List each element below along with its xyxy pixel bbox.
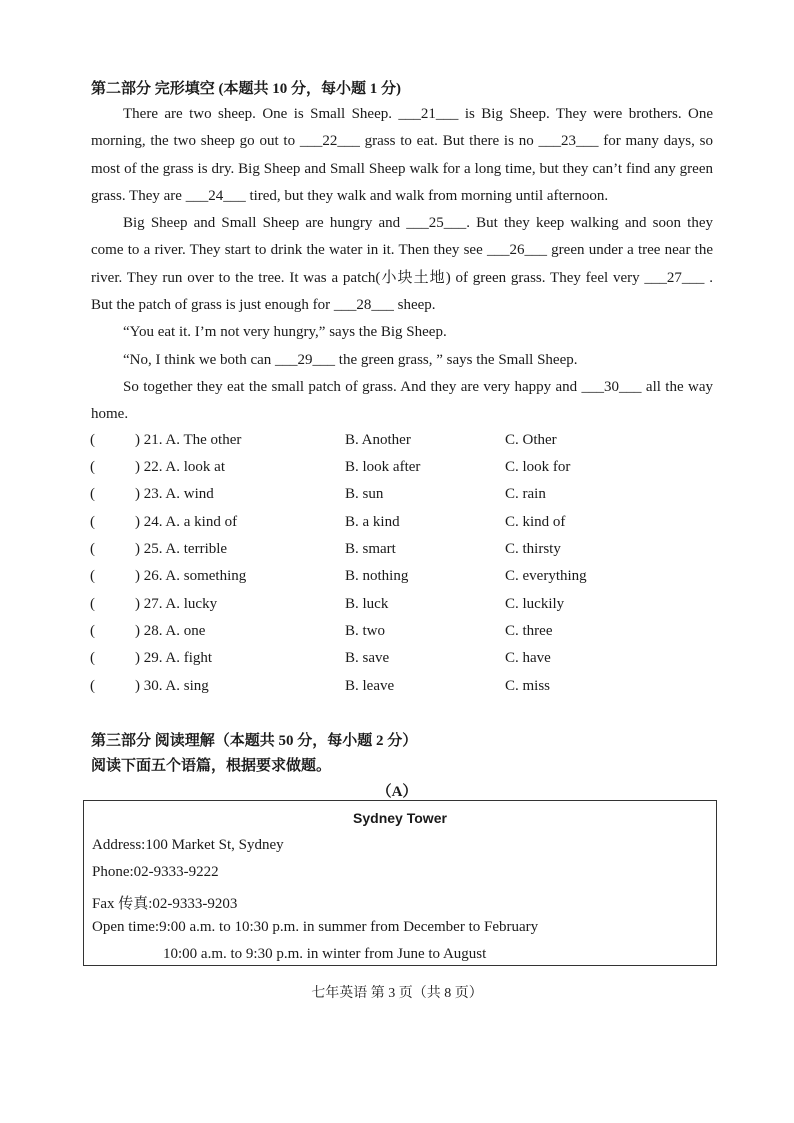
option-a: ) 27. A. lucky <box>135 596 218 612</box>
option-c: C. thirsty <box>505 541 561 557</box>
answer-blank[interactable]: ( <box>90 514 95 530</box>
option-row-28 <box>90 623 710 643</box>
option-c: C. look for <box>505 459 571 475</box>
option-b: B. leave <box>345 678 395 694</box>
option-row-21 <box>90 432 710 452</box>
option-b: B. luck <box>345 596 389 612</box>
page-footer: 七年英语 第 3 页（共 8 页） <box>311 986 483 1001</box>
passage-paragraph-3: “You eat it. I’m not very hungry,” says the Big Sheep. <box>123 324 447 341</box>
passage-paragraph-2: Big Sheep and Small Sheep are hungry and ___25___. But they keep walking and soon they come to a river. They start to drink the water in it. Then they see ___26___ green under a tree near the river. They run over to the tree. It was a patch(小块土地) of green grass. They feel very ___27___ . But the patch of grass is just enough for ___28___ sheep. <box>91 215 713 314</box>
option-a: ) 22. A. look at <box>135 459 225 475</box>
option-a: ) 28. A. one <box>135 623 206 639</box>
option-b: B. a kind <box>345 514 400 530</box>
answer-blank[interactable]: ( <box>90 678 95 694</box>
answer-blank[interactable]: ( <box>90 541 95 557</box>
answer-blank[interactable]: ( <box>90 568 95 584</box>
passage-paragraph-1: There are two sheep. One is Small Sheep. ___21___ is Big Sheep. They were brothers. One morning, the two sheep go out to ___22___ grass to eat. But there is no ___23___ for many days, so most of the grass is dry. Big Sheep and Small Sheep walk for a long time, but they can’t find any green grass. They are ___24___ tired, but they walk and walk from morning until afternoon. <box>91 106 713 204</box>
option-b: B. sun <box>345 486 384 502</box>
passage-paragraph-5: So together they eat the small patch of grass. And they are very happy and ___30___ all the way home. <box>91 378 713 423</box>
answer-blank[interactable]: ( <box>90 432 95 448</box>
answer-blank[interactable]: ( <box>90 486 95 502</box>
answer-blank[interactable]: ( <box>90 596 95 612</box>
option-a: ) 21. A. The other <box>135 432 242 448</box>
part2-heading: 第二部分 完形填空 (本题共 10 分，每小题 1 分) <box>91 81 401 97</box>
option-b: B. nothing <box>345 568 409 584</box>
option-row-22 <box>90 459 710 479</box>
option-b: B. smart <box>345 541 396 557</box>
option-row-30 <box>90 678 710 698</box>
option-a: ) 25. A. terrible <box>135 541 228 557</box>
option-b: B. save <box>345 650 390 666</box>
option-row-23 <box>90 486 710 506</box>
option-a: ) 26. A. something <box>135 568 247 584</box>
option-row-29 <box>90 650 710 670</box>
option-row-27 <box>90 596 710 616</box>
option-a: ) 24. A. a kind of <box>135 514 238 530</box>
option-c: C. luckily <box>505 596 565 612</box>
option-row-25 <box>90 541 710 561</box>
option-c: C. kind of <box>505 514 566 530</box>
option-a: ) 23. A. wind <box>135 486 214 502</box>
sydney-tower-info-box <box>83 800 717 966</box>
open-time-winter: 10:00 a.m. to 9:30 p.m. in winter from June to August <box>163 946 487 962</box>
answer-blank[interactable]: ( <box>90 459 95 475</box>
fax-line: Fax 传真:02-9333-9203 <box>92 896 238 912</box>
option-b: B. two <box>345 623 386 639</box>
address-line: Address:100 Market St, Sydney <box>92 837 284 853</box>
part3-instruction: 阅读下面五个语篇，根据要求做题。 <box>91 758 332 774</box>
section-label: （A） <box>376 784 418 800</box>
option-b: B. look after <box>345 459 421 475</box>
part3-heading: 第三部分 阅读理解（本题共 50 分，每小题 2 分） <box>91 733 418 749</box>
answer-blank[interactable]: ( <box>90 623 95 639</box>
option-row-24 <box>90 514 710 534</box>
answer-blank[interactable]: ( <box>90 650 95 666</box>
option-row-26 <box>90 568 710 588</box>
option-c: C. three <box>505 623 553 639</box>
passage-paragraph-4: “No, I think we both can ___29___ the green grass, ” says the Small Sheep. <box>123 351 578 368</box>
open-time-summer: Open time:9:00 a.m. to 10:30 p.m. in summer from December to February <box>92 919 539 935</box>
phone-line: Phone:02-9333-9222 <box>92 864 219 880</box>
option-c: C. have <box>505 650 551 666</box>
option-b: B. Another <box>345 432 411 448</box>
option-c: C. rain <box>505 486 546 502</box>
option-a: ) 29. A. fight <box>135 650 213 666</box>
option-c: C. miss <box>505 678 551 694</box>
option-a: ) 30. A. sing <box>135 678 209 694</box>
option-c: C. Other <box>505 432 557 448</box>
option-c: C. everything <box>505 568 587 584</box>
cloze-passage <box>91 101 713 429</box>
box-title: Sydney Tower <box>353 810 447 826</box>
